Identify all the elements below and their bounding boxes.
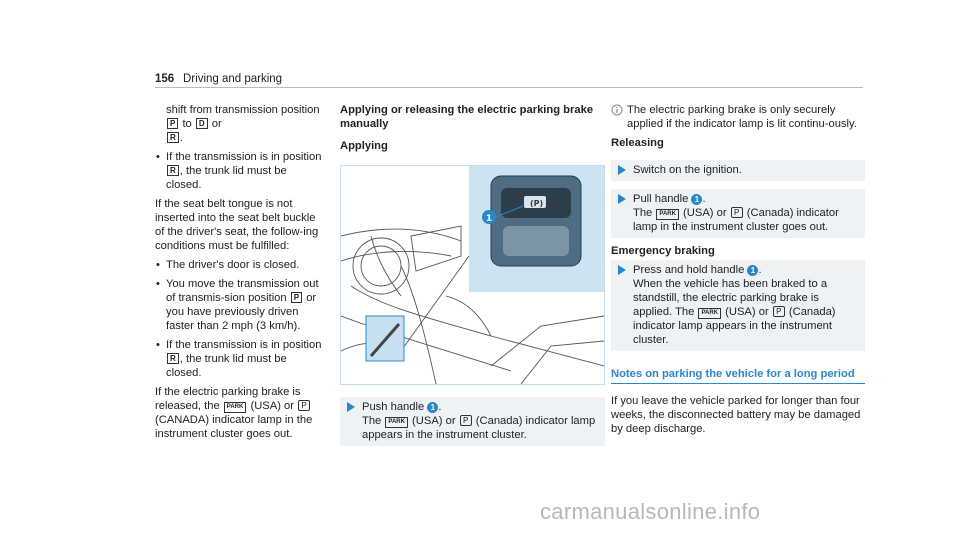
section-heading: Applying or releasing the electric parking brake manually — [340, 104, 594, 130]
parking-brake-indicator-icon: P — [298, 400, 310, 411]
step-arrow-icon — [618, 194, 626, 204]
text: (USA) or — [679, 207, 730, 219]
text: You move the transmission out of transmis-sion position — [166, 278, 319, 304]
text: . — [758, 264, 762, 276]
column-right — [611, 103, 865, 441]
text: or you have previously driven faster than 2 mph (3 km/h). — [166, 292, 317, 332]
text: . — [702, 193, 706, 205]
gear-p-symbol: P — [291, 292, 302, 303]
subheading-applying: Applying — [340, 140, 388, 152]
subheading-releasing: Releasing — [611, 137, 664, 149]
page-header — [155, 72, 863, 88]
watermark: carmanualsonline.info — [540, 499, 761, 524]
text: . — [438, 401, 442, 413]
info-icon — [611, 104, 623, 116]
step-emergency — [611, 260, 865, 351]
step-pull-handle — [611, 189, 865, 238]
text: . — [179, 132, 183, 144]
list-item — [155, 277, 325, 333]
park-indicator-icon: PARK — [224, 402, 247, 413]
text: shift from transmission position — [166, 104, 320, 116]
paragraph-seatbelt: If the seat belt tongue is not inserted into the seat belt buckle of the driver's seat, the follow-ing conditions must be fulfilled: — [155, 198, 319, 252]
step-push-handle — [340, 397, 605, 446]
column-left — [155, 103, 325, 446]
info-note — [611, 103, 865, 131]
text: (CANADA) indicator lamp in the instrument cluster goes out. — [155, 414, 313, 440]
list-item — [155, 150, 325, 192]
parking-brake-illustration — [340, 165, 605, 385]
parking-brake-indicator-icon: P — [460, 415, 472, 426]
gear-r-symbol: R — [167, 132, 179, 143]
text: , the trunk lid must be closed. — [166, 165, 287, 191]
gear-r-symbol: R — [167, 353, 179, 364]
step-arrow-icon — [347, 402, 355, 412]
park-indicator-icon: PARK — [385, 417, 408, 428]
paragraph-long-parking: If you leave the vehicle parked for longer than four weeks, the disconnected battery may be damaged by deep discharge. — [611, 395, 861, 435]
parking-brake-indicator-icon: P — [773, 306, 785, 317]
paragraph-shift — [155, 103, 325, 145]
step-ignition — [611, 160, 865, 181]
paragraph-release — [155, 385, 325, 441]
list-item: • The driver's door is closed. — [155, 258, 325, 272]
column-middle — [340, 103, 605, 452]
text: If the transmission is in position — [166, 339, 322, 351]
text: (USA) or — [722, 306, 772, 318]
text: or — [208, 118, 222, 130]
text: (USA) or — [408, 415, 459, 427]
text: If the transmission is in position — [166, 151, 322, 163]
text: (Canada) indicator lamp appears in the instrument cluster. — [633, 306, 836, 346]
text: Pull handle — [633, 193, 692, 205]
step-arrow-icon — [618, 165, 626, 175]
text: (Canada) indicator lamp in the instrument cluster goes out. — [633, 207, 839, 233]
text: Press and hold handle — [633, 264, 748, 276]
text: The — [633, 207, 656, 219]
park-indicator-icon: PARK — [698, 308, 721, 319]
text: Push handle — [362, 401, 428, 413]
park-indicator-icon: PARK — [656, 209, 679, 220]
text: The — [362, 415, 385, 427]
text: (Canada) indicator lamp appears in the instrument cluster. — [362, 415, 596, 441]
callout-1-label: 1 — [485, 214, 493, 224]
subheading-emergency: Emergency braking — [611, 245, 715, 257]
text: to — [179, 118, 195, 130]
text: When the vehicle has been braked to a standstill, the electric parking brake is applied. The — [633, 278, 828, 318]
callout-1-badge: 1 — [747, 265, 758, 276]
text: (USA) or — [247, 400, 298, 412]
gear-d-symbol: D — [196, 118, 208, 129]
step-arrow-icon — [618, 265, 626, 275]
gear-p-symbol: P — [167, 118, 178, 129]
text: If the electric parking brake is released, the — [155, 386, 301, 412]
dashboard-drawing — [341, 166, 604, 384]
list-item — [155, 338, 325, 380]
callout-1-badge: 1 — [427, 402, 438, 413]
callout-1-badge: 1 — [691, 194, 702, 205]
text: Switch on the ignition. — [633, 164, 742, 176]
gear-r-symbol: R — [167, 165, 179, 176]
parking-brake-indicator-icon: P — [731, 207, 743, 218]
text: , the trunk lid must be closed. — [166, 353, 287, 379]
section-title-long-parking: Notes on parking the vehicle for a long period — [611, 367, 865, 384]
text: The electric parking brake is only securely applied if the indicator lamp is lit continu-ously. — [627, 104, 857, 130]
chapter-title: Driving and parking — [183, 73, 283, 85]
page-number: 156 — [155, 73, 175, 85]
svg-text:(P): (P) — [530, 199, 544, 208]
